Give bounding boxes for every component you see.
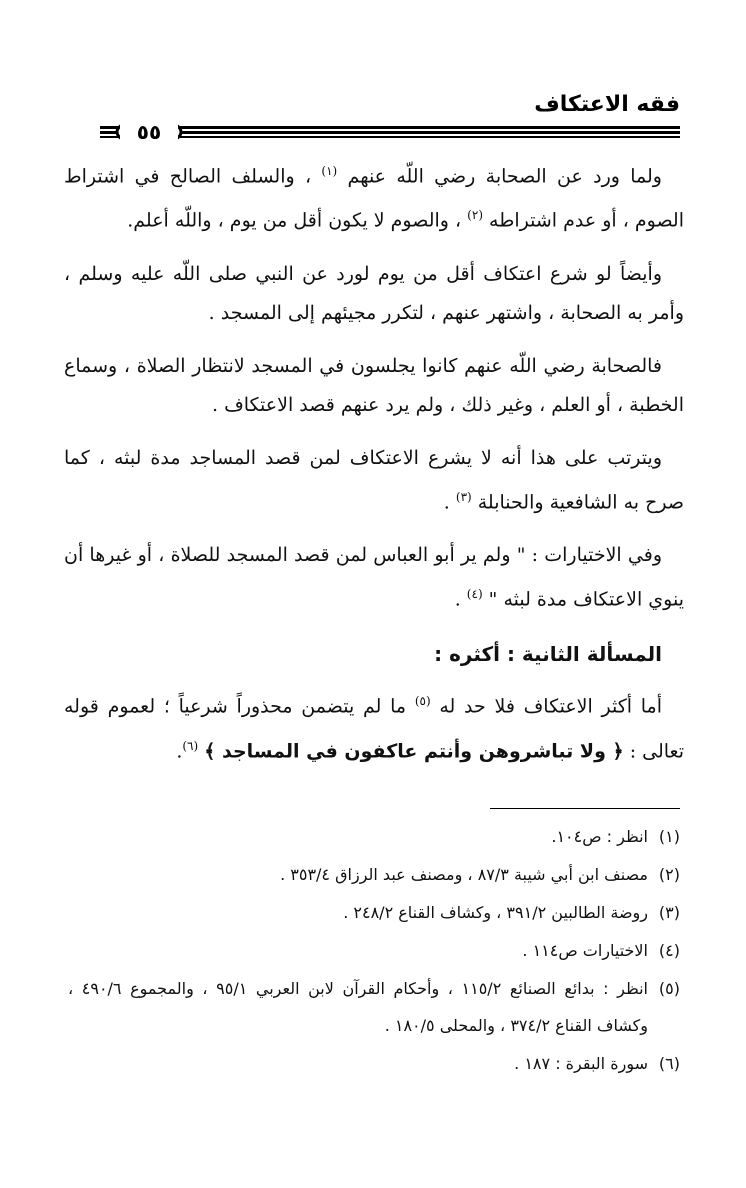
footnote-item — [68, 856, 680, 893]
paragraph-text: ولما ورد عن الصحابة رضي اللّه عنهم — [347, 165, 662, 188]
footnote-item — [68, 894, 680, 931]
footnote-ref[interactable]: (٤) — [466, 586, 483, 601]
footnote-text: انظر : بدائع الصنائع ١١٥/٢ ، وأحكام القرآن لابن العربي ٩٥/١ ، والمجموع ٤٩٠/٦ ، وكشاف القناع ٣٧٤/٢ ، والمحلى ١٨٠/٥ . — [68, 979, 648, 1035]
footnote-separator — [490, 808, 680, 809]
paragraph-2 — [64, 255, 684, 333]
footnote-ref[interactable]: (١) — [321, 164, 338, 178]
footnote-number: (١) — [658, 827, 680, 846]
footnote-item — [68, 818, 680, 855]
footnote-ref[interactable]: (٢) — [467, 208, 483, 223]
footnote-number: (٥) — [658, 979, 680, 998]
footnote-text: انظر : ص١٠٤. — [551, 827, 648, 846]
footnote-ref[interactable]: (٦) — [182, 738, 199, 753]
quran-verse: ﴿ ولا تباشروهن وأنتم عاكفون في المساجد ﴾ — [204, 739, 624, 762]
paragraph-text: أما أكثر الاعتكاف فلا حد له — [439, 695, 662, 718]
main-text — [64, 152, 684, 785]
paragraph-text: ما لم يتضمن محذوراً شرعياً ؛ لعموم قوله تعالى : — [64, 695, 684, 762]
footnote-text: مصنف ابن أبي شيبة ٨٧/٣ ، ومصنف عبد الرزاق ٣٥٣/٤ . — [280, 865, 648, 884]
footnotes — [68, 818, 680, 1083]
paragraph-text: ويترتب على هذا أنه لا يشرع الاعتكاف لمن قصد المساجد مدة لبثه ، كما صرح به الشافعية والحنابلة — [64, 446, 684, 513]
paragraph-text: . — [176, 739, 183, 762]
paragraph-5 — [64, 536, 684, 619]
footnote-item — [68, 970, 680, 1044]
paragraph-text: ، والسلف الصالح في اشتراط الصوم ، أو عدم اشتراطه — [64, 165, 684, 232]
footnote-number: (٦) — [658, 1054, 680, 1073]
footnote-text: روضة الطالبين ٣٩١/٢ ، وكشاف القناع ٢٤٨/٢ . — [343, 903, 648, 922]
paragraph-text: وأيضاً لو شرع اعتكاف أقل من يوم لورد عن النبي صلى اللّه عليه وسلم ، وأمر به الصحابة ، واشتهر عنهم ، لتكرر مجيئهم إلى المسجد . — [64, 262, 684, 324]
paragraph-text: . — [443, 490, 450, 513]
footnote-item — [68, 1045, 680, 1082]
footnote-number: (٣) — [658, 903, 680, 922]
page-number: ٥٥ — [120, 117, 178, 147]
paragraph-6 — [64, 682, 684, 771]
header-rule — [100, 118, 680, 148]
paragraph-text: وفي الاختيارات : " ولم ير أبو العباس لمن قصد المسجد للصلاة ، أو غيرها أن ينوي الاعتكاف مدة لبثه " — [64, 543, 684, 611]
footnote-number: (٢) — [658, 865, 680, 884]
running-header-title: فقه الاعتكاف — [534, 92, 680, 117]
footnote-ref[interactable]: (٥) — [414, 694, 431, 709]
paragraph-1 — [64, 152, 684, 241]
section-heading: المسألة الثانية : أكثره : — [434, 642, 662, 667]
footnote-ref[interactable]: (٣) — [455, 489, 472, 504]
footnote-text: الاختيارات ص١١٤ . — [522, 941, 648, 960]
paragraph-3 — [64, 347, 684, 425]
footnote-item — [68, 932, 680, 969]
paragraph-text: ، والصوم لا يكون أقل من يوم ، واللّه أعلم. — [127, 209, 462, 232]
footnote-number: (٤) — [658, 941, 680, 960]
paragraph-text: . — [454, 588, 461, 611]
paragraph-4 — [64, 439, 684, 522]
paragraph-text: فالصحابة رضي اللّه عنهم كانوا يجلسون في المسجد لانتظار الصلاة ، وسماع الخطبة ، أو العلم ، وغير ذلك ، ولم يرد عنهم قصد الاعتكاف . — [64, 354, 684, 416]
footnote-text: سورة البقرة : ١٨٧ . — [514, 1054, 648, 1073]
